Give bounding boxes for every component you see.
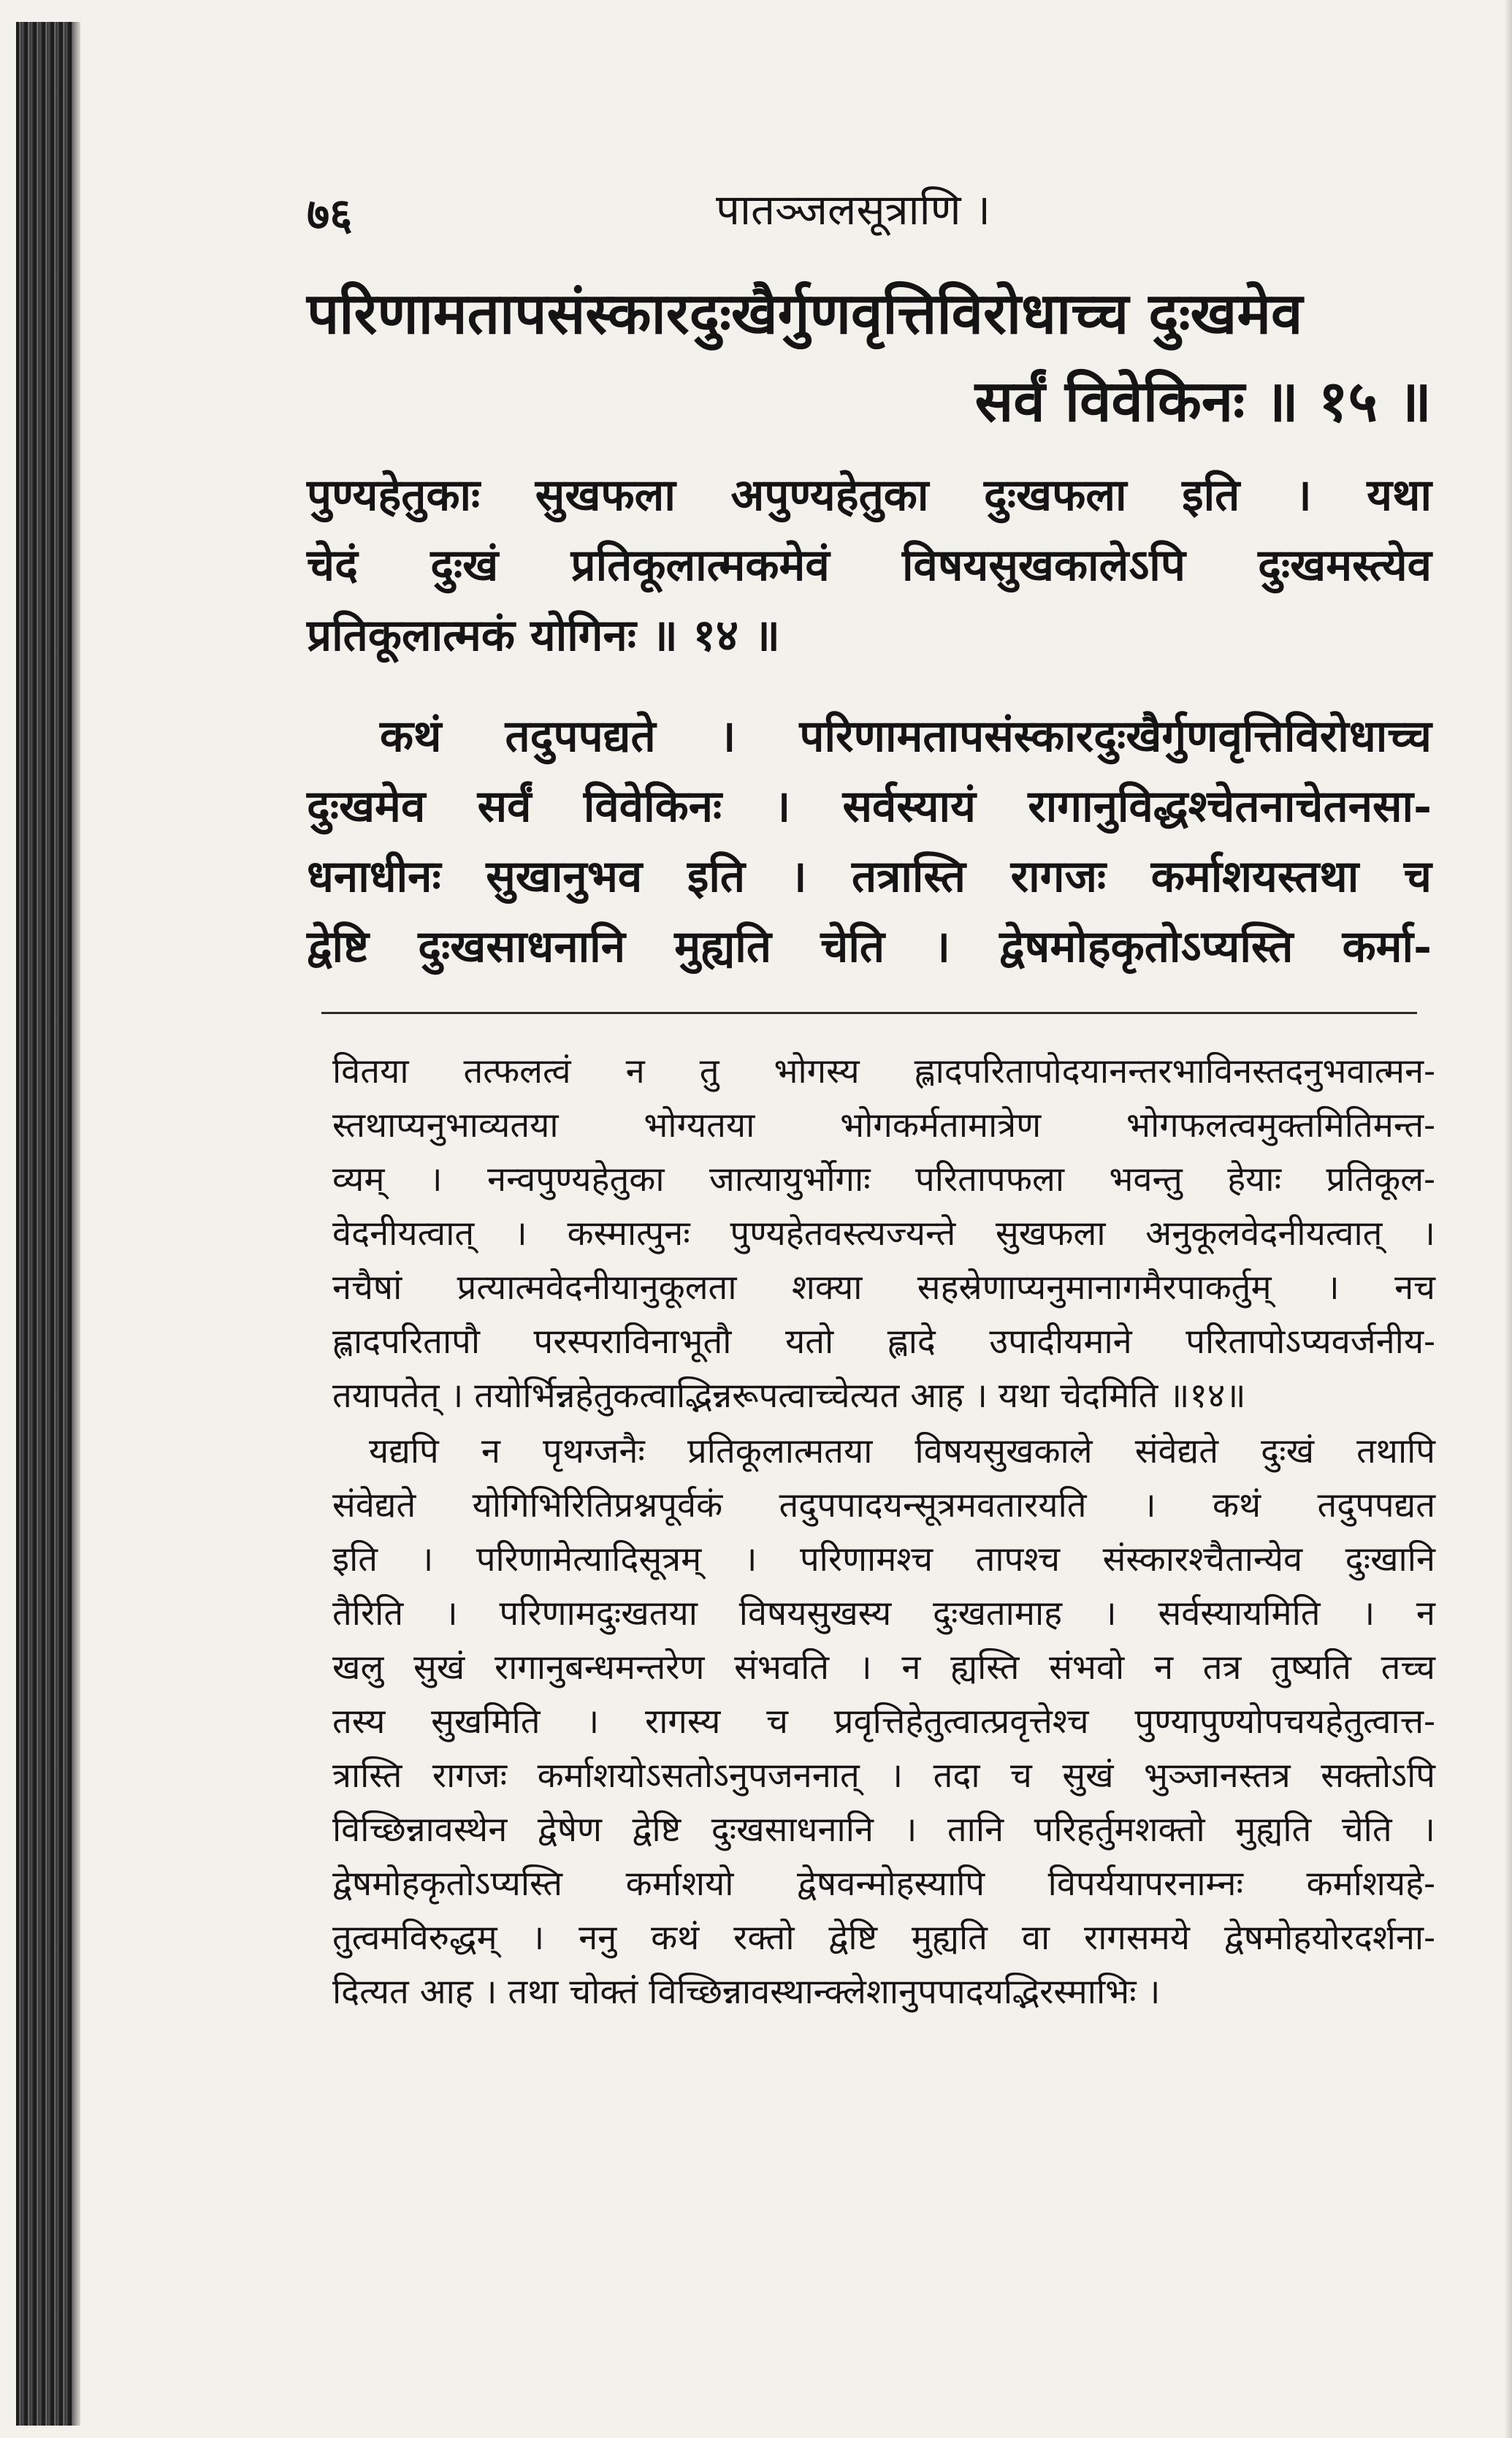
commentary-line: यद्यपि न पृथग्जनैः प्रतिकूलात्मतया विषयसुखकाले संवेद्यते दुःखं तथापि [369,1431,1435,1471]
commentary-line: दित्यत आह । तथा चोक्तं विच्छिन्नावस्थान्क्लेशानुपपादयद्भिरस्माभिः । [332,1972,1161,2012]
commentary-line: तस्य सुखमिति । रागस्य च प्रवृत्तिहेतुत्वात्प्रवृत्तेश्च पुण्यापुण्योपचयहेतुत्वात्त- [332,1702,1435,1742]
sutra-line: परिणामतापसंस्कारदुःखैर्गुणवृत्तिविरोधाच्च दुःखमेव [307,281,1303,347]
commentary-line: त्रास्ति रागजः कर्माशयोऽसतोऽनुपजननात् । तदा च सुखं भुञ्जानस्तत्र सक्तोऽपि [332,1756,1435,1796]
commentary-line: तयापतेत् । तयोर्भिन्नहेतुकत्वाद्भिन्नरूपत्वाच्चेत्यत आह । यथा चेदमिति ॥१४॥ [332,1376,1246,1416]
sutra-line: सर्वं विवेकिनः ॥ १५ ॥ [974,368,1432,435]
divider-rule [321,1012,1417,1014]
bhashya-line: पुण्यहेतुकाः सुखफला अपुण्यहेतुका दुःखफला इति । यथा [307,470,1432,521]
commentary-block-2 [332,1425,1435,2019]
commentary-line: विच्छिन्नावस्थेन द्वेषेण द्वेष्टि दुःखसाधनानि । तानि परिहर्तुमशक्तो मुह्यति चेति । [332,1810,1435,1850]
commentary-line: नचैषां प्रत्यात्मवेदनीयानुकूलता शक्या सहस्रेणाप्यनुमानागमैरपाकर्तुम् । नच [332,1268,1435,1308]
page-edge [1505,0,1512,2438]
bhashya-line: कथं तदुपपद्यते । परिणामतापसंस्कारदुःखैर्गुणवृत्तिविरोधाच्च [380,711,1432,762]
bhashya-line: दुःखमेव सर्वं विवेकिनः । सर्वस्यायं रागानुविद्धश्चेतनाचेतनसा- [307,781,1432,832]
commentary-line: तुत्वमविरुद्धम् । ननु कथं रक्तो द्वेष्टि मुह्यति वा रागसमये द्वेषमोहयोरदर्शना- [332,1918,1435,1958]
commentary-line: द्वेषमोहकृतोऽप्यस्ति कर्माशयो द्वेषवन्मोहस्यापि विपर्ययापरनाम्नः कर्माशयहे- [332,1864,1435,1904]
commentary-line: संवेद्यते योगिभिरितिप्रश्नपूर्वकं तदुपपादयन्सूत्रमवतारयति । कथं तदुपपद्यत [332,1485,1435,1525]
gutter-edge [73,22,80,2426]
bhashya-line: धनाधीनः सुखानुभव इति । तत्रास्ति रागजः कर्माशयस्तथा च [307,851,1432,902]
running-title: पातञ्जलसूत्राणि । [716,185,991,235]
commentary-block-1 [332,1045,1435,1423]
bhashya-line: प्रतिकूलात्मकं योगिनः ॥ १४ ॥ [307,610,780,661]
commentary-line: तैरिति । परिणामदुःखतया विषयसुखस्य दुःखतामाह । सर्वस्यायमिति । न [332,1593,1435,1634]
book-spine-shadow [16,22,73,2426]
commentary-line: वेदनीयत्वात् । कस्मात्पुनः पुण्यहेतवस्त्यज्यन्ते सुखफला अनुकूलवेदनीयत्वात् । [332,1214,1435,1254]
commentary-line: खलु सुखं रागानुबन्धमन्तरेण संभवति । न ह्यस्ति संभवो न तत्र तुष्यति तच्च [332,1647,1435,1688]
page-number: ७६ [307,189,353,240]
commentary-line: व्यम् । नन्वपुण्यहेतुका जात्यायुर्भोगाः परितापफला भवन्तु हेयाः प्रतिकूल- [332,1159,1435,1200]
commentary-line: वितया तत्फलत्वं न तु भोगस्य ह्लादपरितापोदयानन्तरभाविनस्तदनुभवात्मन- [332,1051,1435,1092]
commentary-line: इति । परिणामेत्यादिसूत्रम् । परिणामश्च तापश्च संस्कारश्चैतान्येव दुःखानि [332,1539,1435,1580]
bhashya-line: द्वेष्टि दुःखसाधनानि मुह्यति चेति । द्वेषमोहकृतोऽप्यस्ति कर्मा- [307,921,1432,972]
sutra-heading [307,270,1432,446]
bhashya-block [307,701,1432,982]
bhashya-line: चेदं दुःखं प्रतिकूलात्मकमेवं विषयसुखकालेऽपि दुःखमस्त्येव [307,540,1432,591]
commentary-line: स्तथाप्यनुभाव्यतया भोग्यतया भोगकर्मतामात्रेण भोगफलत्वमुक्तमितिमन्त- [332,1105,1435,1146]
bhashya-prev-block [307,460,1432,671]
commentary-line: ह्लादपरितापौ परस्पराविनाभूतौ यतो ह्लादे उपादीयमाने परितापोऽप्यवर्जनीय- [332,1322,1435,1362]
